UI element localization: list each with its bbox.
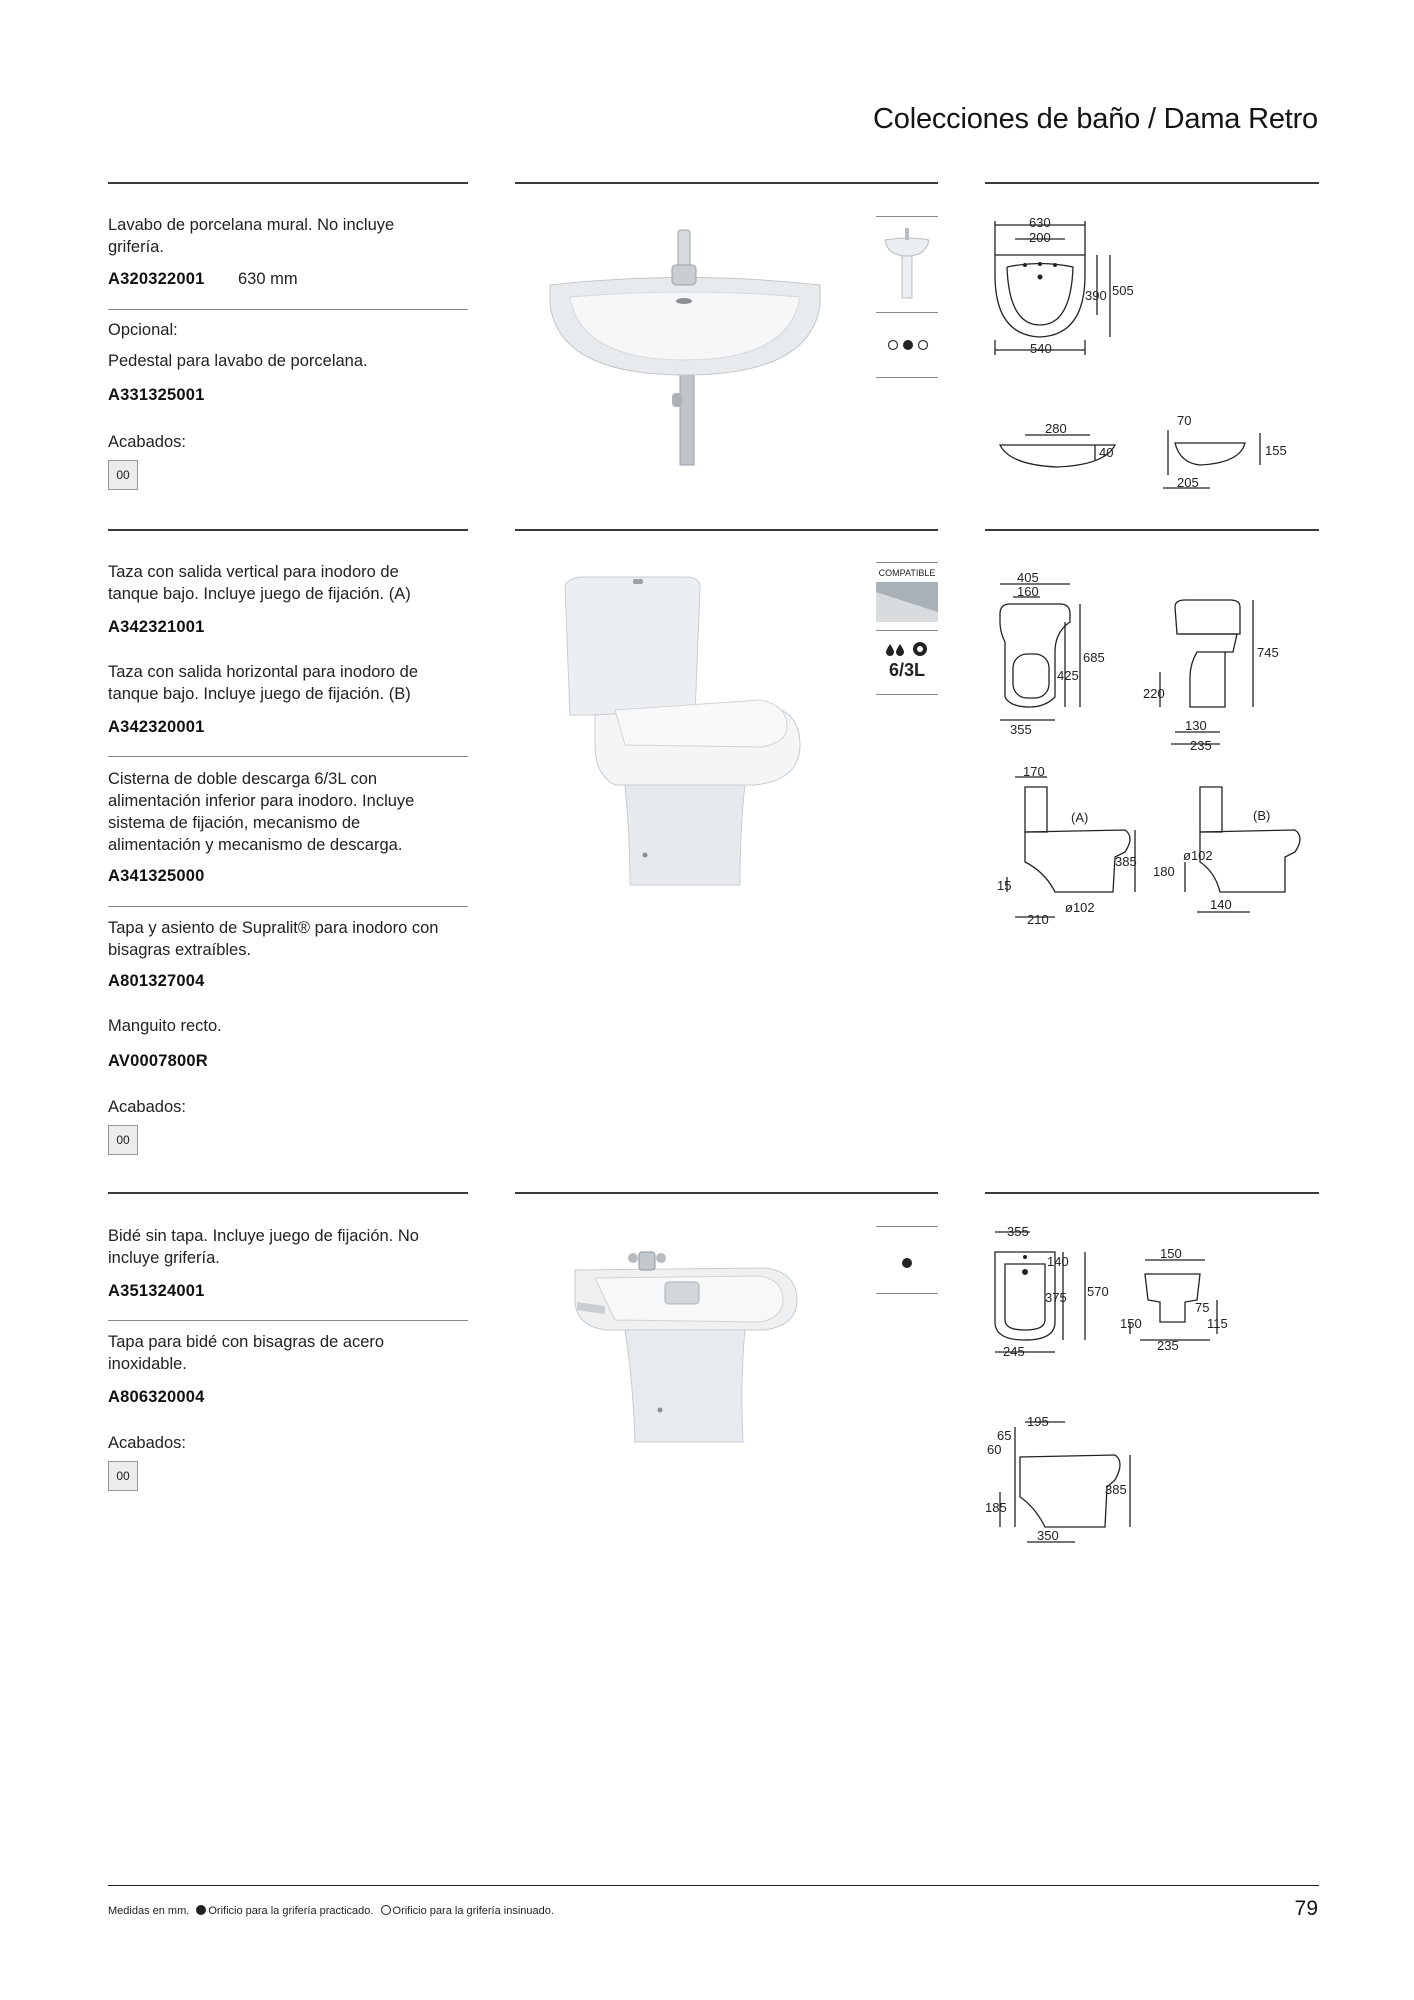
- filled-note: Orificio para la grifería practicado.: [208, 1905, 374, 1917]
- toilet-technical-drawing: [985, 572, 1315, 957]
- washbasin-photo: [540, 225, 830, 475]
- bidet-code: A351324001: [108, 1282, 205, 1300]
- empty-dot-icon: [381, 1905, 391, 1915]
- dim: 15: [997, 878, 1012, 893]
- dim: (B): [1253, 808, 1271, 823]
- finish-swatch-00[interactable]: 00: [108, 1125, 138, 1155]
- washbasin-technical-drawing: [985, 215, 1315, 500]
- dim: 355: [1010, 722, 1032, 737]
- dim: 75: [1195, 1300, 1210, 1315]
- seat-code: A801327004: [108, 972, 205, 990]
- dim: 235: [1190, 738, 1212, 753]
- sleeve-description: Manguito recto.: [108, 1017, 222, 1035]
- seat-description: Tapa y asiento de Supralit® para inodoro con bisagras extraíbles.: [108, 919, 439, 959]
- dim: 210: [1027, 912, 1049, 927]
- washbasin-description: Lavabo de porcelana mural. No incluye grifería.: [108, 216, 395, 256]
- dim: 205: [1177, 475, 1199, 490]
- dim: 40: [1099, 445, 1114, 460]
- pedestal-code: A331325001: [108, 386, 205, 404]
- dim: 385: [1115, 854, 1137, 869]
- page-title: Colecciones de baño / Dama Retro: [873, 103, 1318, 135]
- section-rule: [985, 529, 1319, 531]
- pedestal-thumbnail: [880, 222, 934, 302]
- section-rule: [515, 529, 938, 531]
- bidet-technical-drawing: [985, 1222, 1315, 1552]
- dim: 130: [1185, 718, 1207, 733]
- dim: 405: [1017, 572, 1039, 585]
- dim: 235: [1157, 1338, 1179, 1353]
- dim: 65: [997, 1428, 1012, 1443]
- dim: 745: [1257, 645, 1279, 660]
- dim: 540: [1030, 341, 1052, 356]
- sleeve-code: AV0007800R: [108, 1052, 208, 1070]
- section-rule: [985, 182, 1319, 184]
- optional-label: Opcional:: [108, 321, 178, 339]
- dim: ø102: [1183, 848, 1213, 863]
- bidet-lid-code: A806320004: [108, 1388, 205, 1406]
- dim: 280: [1045, 421, 1067, 436]
- toilet-horizontal-code: A342320001: [108, 718, 205, 736]
- dim: 70: [1177, 413, 1192, 428]
- compatible-image: [876, 582, 938, 622]
- dim: 170: [1023, 764, 1045, 779]
- dim: 140: [1047, 1254, 1069, 1269]
- footer-rule: [108, 1885, 1319, 1886]
- washbasin-size: 630 mm: [238, 270, 298, 288]
- dim: 390: [1085, 288, 1107, 303]
- divider: [108, 906, 468, 907]
- dim: 180: [1153, 864, 1175, 879]
- bidet-description: Bidé sin tapa. Incluye juego de fijación. No incluye grifería.: [108, 1227, 419, 1267]
- divider: [108, 1320, 468, 1321]
- dim: 200: [1029, 230, 1051, 245]
- divider: [108, 309, 468, 310]
- dim: 140: [1210, 897, 1232, 912]
- dim: 60: [987, 1442, 1002, 1457]
- tap-hole-drilled-icon: [900, 1256, 914, 1270]
- dim: 355: [1007, 1224, 1029, 1239]
- dim: (A): [1071, 810, 1089, 825]
- pedestal-description: Pedestal para lavabo de porcelana.: [108, 352, 368, 370]
- washbasin-code: A320322001: [108, 270, 205, 288]
- dim: 630: [1029, 215, 1051, 230]
- tap-hole-icons: [886, 338, 930, 352]
- finishes-label: Acabados:: [108, 1434, 186, 1452]
- dim: 245: [1003, 1344, 1025, 1359]
- section-rule: [515, 182, 938, 184]
- measure-note: Medidas en mm.: [108, 1905, 190, 1917]
- toilet-vertical-code: A342321001: [108, 618, 205, 636]
- dim: 570: [1087, 1284, 1109, 1299]
- dim: 185: [985, 1500, 1007, 1515]
- empty-note: Orificio para la grifería insinuado.: [392, 1905, 554, 1917]
- section-rule: [515, 1192, 938, 1194]
- divider: [108, 756, 468, 757]
- toilet-horizontal-description: Taza con salida horizontal para inodoro de tanque bajo. Incluye juego de fijación. (B): [108, 663, 419, 703]
- dim: 350: [1037, 1528, 1059, 1543]
- section-rule: [985, 1192, 1319, 1194]
- dim: 375: [1045, 1290, 1067, 1305]
- dim: 685: [1083, 650, 1105, 665]
- dim: 195: [1027, 1414, 1049, 1429]
- dim: 425: [1057, 668, 1079, 683]
- dim: 160: [1017, 584, 1039, 599]
- filled-dot-icon: [196, 1905, 206, 1915]
- dim: ø102: [1065, 900, 1095, 915]
- finishes-label: Acabados:: [108, 1098, 186, 1116]
- toilet-vertical-description: Taza con salida vertical para inodoro de tanque bajo. Incluye juego de fijación. (A): [108, 563, 411, 603]
- dim: 220: [1143, 686, 1165, 701]
- bidet-photo: [565, 1230, 805, 1450]
- finish-swatch-00[interactable]: 00: [108, 460, 138, 490]
- bidet-lid-description: Tapa para bidé con bisagras de acero inoxidable.: [108, 1333, 385, 1373]
- dim: 150: [1160, 1246, 1182, 1261]
- toilet-photo: [555, 575, 810, 895]
- flush-volume: 6/3L: [888, 660, 926, 680]
- dim: 385: [1105, 1482, 1127, 1497]
- dim: 115: [1207, 1316, 1228, 1331]
- dual-flush-icon: [884, 640, 930, 658]
- footer-note: [108, 1905, 554, 1917]
- section-rule: [108, 1192, 468, 1194]
- section-rule: [108, 182, 468, 184]
- dim: 155: [1265, 443, 1287, 458]
- finishes-label: Acabados:: [108, 433, 186, 451]
- cistern-code: A341325000: [108, 867, 205, 885]
- section-rule: [108, 529, 468, 531]
- compatible-badge: COMPATIBLE: [878, 568, 936, 578]
- cistern-description: Cisterna de doble descarga 6/3L con alimentación inferior para inodoro. Incluye sistema de fijación, mecanismo de alimentación y mecanismo de descarga.: [108, 770, 415, 854]
- dim: 505: [1112, 283, 1134, 298]
- dim: 150: [1120, 1316, 1142, 1331]
- finish-swatch-00[interactable]: 00: [108, 1461, 138, 1491]
- page-number: 79: [1294, 1897, 1318, 1920]
